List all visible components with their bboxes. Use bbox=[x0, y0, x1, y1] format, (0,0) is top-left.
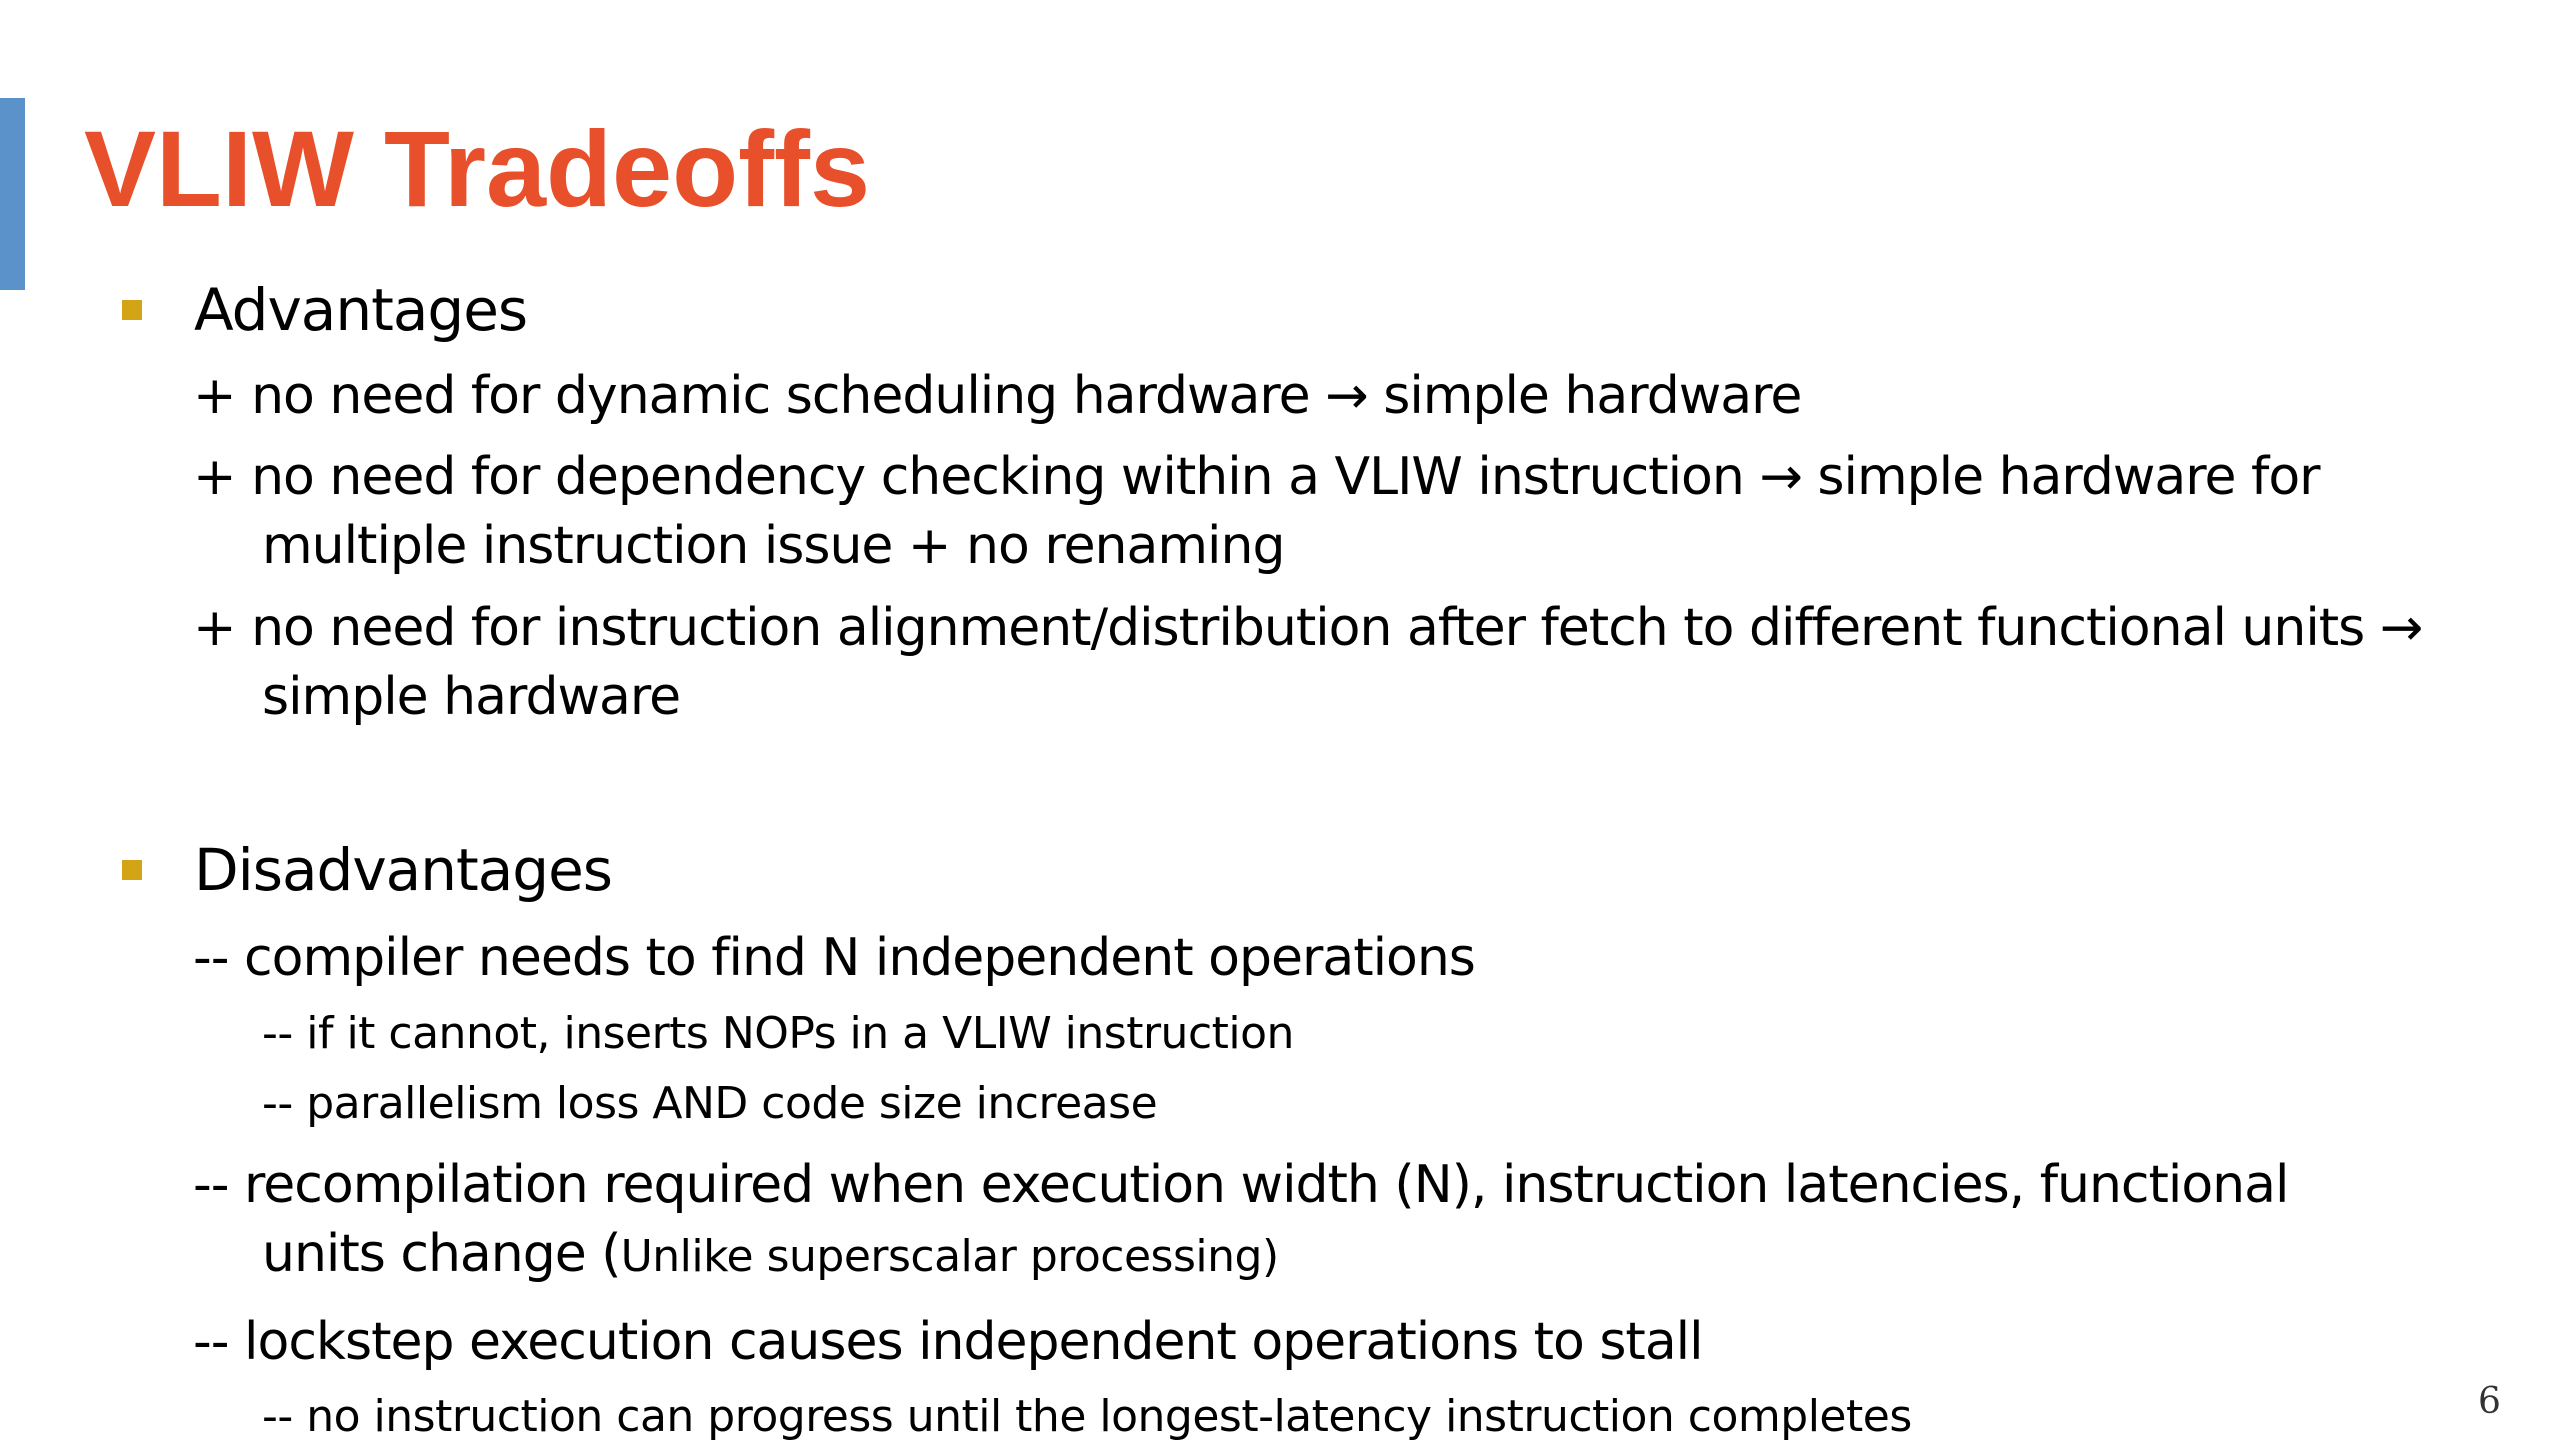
advantage-item-3-continuation: simple hardware bbox=[262, 667, 681, 727]
disadvantage-item-1 bbox=[193, 924, 2493, 993]
disadvantage-subitem-1a: -- if it cannot, inserts NOPs in a VLIW instruction bbox=[262, 1008, 1294, 1059]
advantage-item-3-text: + no need for instruction alignment/distribution after fetch to different functional units → bbox=[193, 598, 2423, 658]
advantage-item-2-continuation: multiple instruction issue + no renaming bbox=[262, 516, 1285, 576]
disadvantage-subitem-1b: -- parallelism loss AND code size increase bbox=[262, 1078, 1158, 1129]
disadvantages-label: Disadvantages bbox=[194, 836, 612, 904]
advantage-item-2-text: + no need for dependency checking within a VLIW instruction → simple hardware for bbox=[193, 447, 2320, 507]
square-bullet-icon bbox=[122, 860, 142, 880]
page-number: 6 bbox=[2478, 1381, 2501, 1422]
slide-title: VLIW Tradeoffs bbox=[84, 108, 871, 229]
advantage-item-1-text: + no need for dynamic scheduling hardware → simple hardware bbox=[193, 366, 1802, 426]
advantage-item-3 bbox=[193, 594, 2493, 732]
advantages-label: Advantages bbox=[194, 276, 528, 344]
disadvantage-item-2-continuation-main: units change ( bbox=[262, 1224, 621, 1284]
advantage-item-2 bbox=[193, 443, 2493, 581]
disadvantage-item-2-continuation bbox=[193, 1220, 2493, 1291]
square-bullet-icon bbox=[122, 300, 142, 320]
disadvantage-item-2 bbox=[193, 1151, 2493, 1291]
disadvantages-heading bbox=[122, 835, 612, 905]
disadvantage-item-3-text: -- lockstep execution causes independent operations to stall bbox=[193, 1312, 1703, 1372]
disadvantage-item-1-text: -- compiler needs to find N independent operations bbox=[193, 928, 1475, 988]
title-accent-bar bbox=[0, 98, 25, 290]
disadvantage-item-2-text: -- recompilation required when execution width (N), instruction latencies, functional bbox=[193, 1155, 2289, 1215]
disadvantage-item-2-aside: Unlike superscalar processing) bbox=[620, 1231, 1279, 1282]
advantages-heading bbox=[122, 275, 527, 345]
disadvantage-subitem-3a: -- no instruction can progress until the longest-latency instruction completes bbox=[262, 1391, 1912, 1442]
advantage-item-1 bbox=[193, 362, 2493, 431]
disadvantage-item-3 bbox=[193, 1308, 2493, 1377]
